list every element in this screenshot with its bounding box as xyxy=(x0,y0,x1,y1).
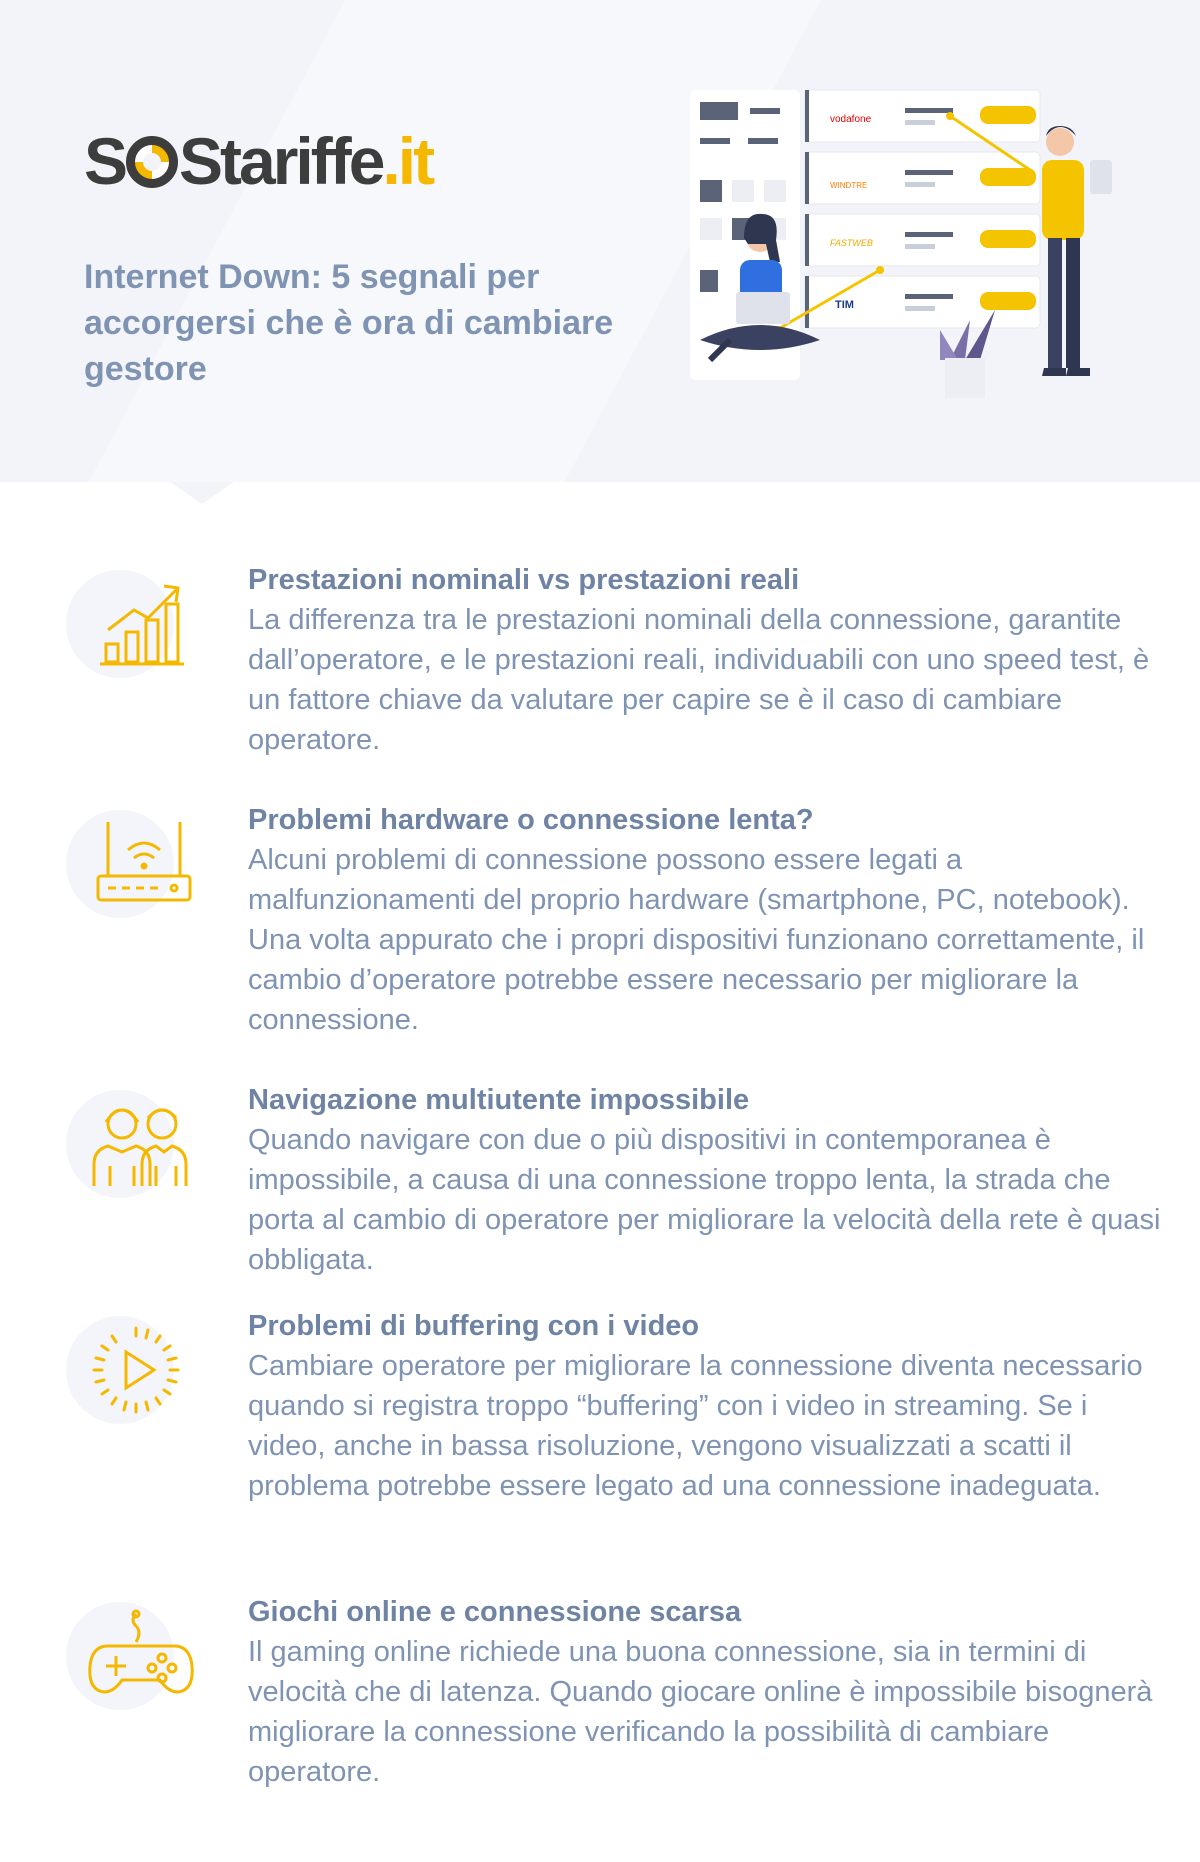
svg-text:vodafone: vodafone xyxy=(830,114,872,125)
item-text: Quando navigare con due o più dispositivi in contemporanea è impossibile, a causa di una connessione troppo lenta, la strada che porta al cambio di operatore per migliorare la velocità della rete è quasi obbligata. xyxy=(248,1124,1161,1276)
sostariffe-logo[interactable]: S Stariffe.it xyxy=(84,124,433,198)
item-title: Problemi hardware o connessione lenta? xyxy=(248,804,814,836)
comparison-illustration xyxy=(640,60,1160,440)
lifebuoy-icon xyxy=(126,136,178,188)
operator-row-windtre xyxy=(805,152,1040,204)
svg-text:FASTWEB: FASTWEB xyxy=(830,238,873,248)
growth-chart-icon xyxy=(86,574,186,674)
router-icon xyxy=(86,814,196,914)
video-buffering-icon xyxy=(86,1320,186,1420)
header-notch xyxy=(170,482,234,504)
users-icon xyxy=(86,1094,196,1194)
item-text: Cambiare operatore per migliorare la connessione diventa necessario quando si registra troppo “buffering” con i video in streaming. Se i video, anche in bassa risoluzione, vengono visualizzati a scatti il problema potrebbe essere legato ad una connessione inadeguata. xyxy=(248,1350,1143,1502)
svg-text:TIM: TIM xyxy=(835,299,854,311)
item-text: Il gaming online richiede una buona connessione, sia in termini di velocità che di latenza. Quando giocare online è impossibile bisognerà migliorare la connessione verificando la possibilità di cambiare operatore. xyxy=(248,1636,1153,1788)
operator-row-fastweb xyxy=(805,214,1040,266)
item-title: Prestazioni nominali vs prestazioni reali xyxy=(248,564,800,596)
operator-row-vodafone xyxy=(805,90,1040,142)
gamepad-icon xyxy=(86,1606,196,1706)
operator-row-tim xyxy=(805,276,1040,328)
svg-text:WINDTRE: WINDTRE xyxy=(830,181,868,190)
header xyxy=(0,0,1200,482)
item-title: Giochi online e connessione scarsa xyxy=(248,1596,742,1628)
item-text: La differenza tra le prestazioni nominali della connessione, garantite dall’operatore, e le prestazioni reali, individuabili con uno speed test, è un fattore chiave da valutare per capire se è il caso di cambiare operatore. xyxy=(248,604,1150,756)
page-title: Internet Down: 5 segnali per accorgersi che è ora di cambiare gestore xyxy=(84,258,614,388)
item-text: Alcuni problemi di connessione possono essere legati a malfunzionamenti del proprio hardware (smartphone, PC, notebook). Una volta appurato che i propri dispositivi funzionano correttamente, il cambio d’operatore potrebbe essere necessario per migliorare la connessione. xyxy=(248,844,1145,1036)
item-title: Navigazione multiutente impossibile xyxy=(248,1084,750,1116)
item-title: Problemi di buffering con i video xyxy=(248,1310,700,1342)
